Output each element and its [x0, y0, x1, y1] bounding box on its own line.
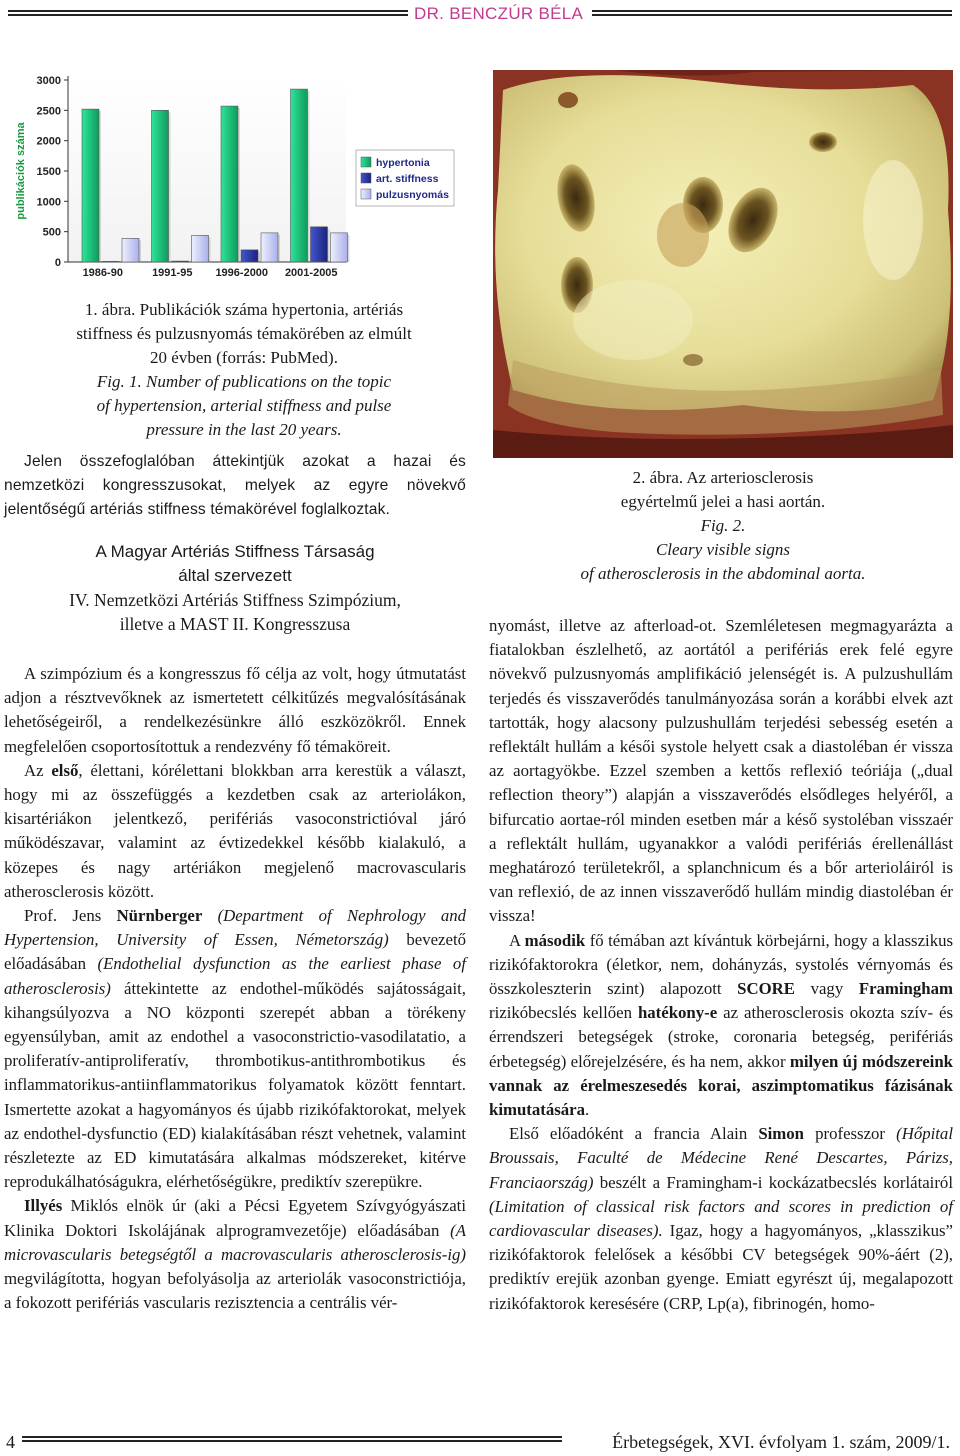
figure-1-caption-en-3: pressure in the last 20 years.	[146, 420, 342, 439]
y-tick-label: 2000	[36, 135, 61, 148]
text-run: A	[509, 930, 525, 950]
bold-term: milyen új módszereink vannak az érelmeszesedés korai, aszimptomatikus fázisának kimutatására	[489, 1051, 953, 1120]
legend-label: hypertonia	[376, 157, 430, 169]
talk-title: (A microvascularis betegségtől a macrovascularis atherosclerosis-ig)	[4, 1220, 466, 1264]
publications-bar-chart	[10, 64, 480, 286]
bold-term: hatékony-e	[637, 1003, 718, 1023]
left-column-body	[4, 662, 466, 1315]
bar-pulzusnyom-s	[261, 233, 278, 262]
speaker-name: Nürnberger	[116, 906, 203, 926]
legend-swatch	[361, 173, 371, 183]
legend-label: art. stiffness	[376, 173, 439, 185]
affiliation: (Department of Nephrology and Hypertension, University of Essen, Németország)	[4, 906, 467, 950]
bar-hypertonia	[152, 110, 169, 262]
header-rule-right	[592, 10, 952, 20]
page-number: 4	[6, 1432, 15, 1452]
right-paragraph-1: nyomást, illetve az afterload-ot. Szemléletesen megmagyarázta a fiatalokban észlelhető, az aortától a perifériás erek felé egyre növekvő pulzusnyomás amplifikáció jelenségét is. A pulzushullám terjedés és visszaverődés tanulmányozása során a korábbi elvek azt tartották, hogy alacsony pulzushullám terjedési sebesség esetén a reflektált hullám a késői systole helyett csak a diastoléban ér vissza az aortagyökbe. Ezzel szemben a kettős reflexió teóriája („dual reflection theory”) alapján a visszaverődés elsődleges helyéről, a bifurcatio aortae-ról minden esetben már a késő systoléban visszaér a reflektált hullám, ugyanakkor a valódi perifériás érellenállást meghatározó területekről, a splanchnicum és a bőr arterioláiról is van reflexió, de az innen visszaverődő hullám mindig diastoléban ér vissza!	[489, 616, 953, 926]
bar-art--stiffness	[241, 250, 258, 262]
x-tick-label: 1986-90	[82, 267, 123, 279]
y-tick-label: 0	[54, 257, 61, 269]
figure-1-caption-hu-1: 1. ábra. Publikációk száma hypertonia, artériás	[84, 300, 404, 319]
text-run: vagy	[794, 979, 859, 999]
y-tick-label: 1500	[36, 166, 61, 178]
bar-hypertonia	[221, 106, 238, 262]
text-run: fő témában azt kívántuk körbejárni, hogy a klasszikus rizikófaktorokra (életkor, nem, dohányzás, systolés vérnyomás és összkoleszterin szint) alapozott	[489, 930, 954, 999]
bar-hypertonia	[82, 109, 99, 262]
text-run: Az	[24, 760, 52, 780]
intro-text: Jelen összefoglalóban áttekintjük azokat a hazai és nemzetközi kongresszusokat, melyek az egyre növekvő jelentőségű artériás stiffness témakörével foglalkoztak.	[4, 453, 466, 518]
section-heading	[4, 540, 466, 636]
aorta-photo	[493, 70, 953, 458]
talk-title: (Limitation of classical risk factors and scores in prediction of cardiovascular diseases).	[489, 1196, 953, 1241]
bar-pulzusnyom-s	[331, 233, 348, 262]
figure-1-caption	[14, 298, 474, 442]
right-paragraph-2	[489, 929, 953, 1123]
legend-swatch	[361, 157, 371, 167]
running-head-author: DR. BENCZÚR BÉLA	[414, 4, 584, 23]
text-run: Prof. Jens	[24, 906, 117, 926]
text-run: .	[585, 1100, 590, 1120]
bold-term: Framingham	[858, 979, 953, 999]
x-tick-label: 2001-2005	[284, 267, 338, 279]
y-tick-label: 1000	[36, 196, 61, 209]
left-paragraph-2	[4, 759, 466, 904]
bar-hypertonia	[291, 89, 308, 262]
y-tick-label: 3000	[36, 75, 61, 87]
bar-art--stiffness	[102, 261, 119, 262]
speaker-name: Simon	[758, 1124, 805, 1144]
figure-1-caption-en-2: of hypertension, arterial stiffness and pulse	[96, 396, 392, 415]
figure-2-caption-hu-2: egyértelmű jelei a hasi aortán.	[620, 492, 826, 511]
text-run: az atherosclerosis okozta szív- és érrendszeri betegségek (stroke, coronaria betegség, perifériás érbetegség) előrejelzésére, és ha nem, akkor	[489, 1003, 953, 1071]
bold-term: első	[51, 760, 79, 780]
text-run: rizikóbecslés kellően	[489, 1003, 638, 1023]
left-paragraph-3	[4, 904, 466, 1194]
figure-2-caption-en-2: Cleary visible signs	[655, 540, 791, 559]
legend-swatch	[361, 189, 371, 199]
bar-art--stiffness	[311, 227, 328, 262]
x-tick-label: 1991-95	[152, 267, 193, 279]
section-heading-line-1: A Magyar Artériás Stiffness Társaság	[95, 542, 375, 561]
text-run: Igaz, hogy a hagyományos, „klasszikus” rizikófaktorok felelősek a későbbi CV betegségek 90%-áért (2), prediktív erejük azonban gyenge. Emiatt egyrészt új, megalapozott rizikófaktorok keresésére (CRP, Lp(a), fibrinogén, homo-	[489, 1221, 953, 1313]
y-axis-label: publikációk száma	[15, 122, 27, 220]
figure-2-caption-en-1: Fig. 2.	[700, 516, 746, 535]
section-heading-line-4: illetve a MAST II. Kongresszusa	[119, 614, 351, 634]
left-paragraph-1: A szimpózium és a kongresszus fő célja az volt, hogy útmutatást adjon a résztvevőknek az ismertetett célkitűzés megvalósításának lehetőségeiről, a rendelkezésünkre álló eszközökről. Ennek megfelelően csoportosítottuk a rendezvény fő témaköreit.	[4, 664, 466, 756]
section-heading-line-3: IV. Nemzetközi Artériás Stiffness Szimpózium,	[69, 590, 401, 610]
bar-art--stiffness	[172, 261, 189, 262]
x-tick-label: 1996-2000	[215, 267, 269, 279]
intro-paragraph	[4, 450, 466, 522]
section-heading-line-2: által szervezett	[178, 566, 292, 585]
legend-label: pulzusnyomás	[376, 189, 449, 201]
text-run: professzor	[804, 1124, 897, 1144]
bar-pulzusnyom-s	[192, 235, 209, 262]
text-run: bevezető előadásában	[4, 930, 466, 974]
figure-2-caption	[493, 466, 953, 586]
text-run: Első előadóként a francia Alain	[509, 1124, 759, 1144]
figure-2-caption-en-3: of atherosclerosis in the abdominal aorta.	[580, 564, 866, 583]
figure-1-caption-hu-2: stiffness és pulzusnyomás témakörében az elmúlt	[76, 324, 412, 343]
figure-1-caption-en-1: Fig. 1. Number of publications on the topic	[96, 372, 392, 391]
talk-title: (Endothelial dysfunction as the earliest phase of atherosclerosis)	[4, 954, 466, 998]
footer-rule	[22, 1436, 562, 1448]
text-run: beszélt a Framingham-i kockázatbecslés korlátairól	[593, 1172, 953, 1192]
right-column-body	[489, 614, 953, 1316]
figure-1-caption-hu-3: 20 évben (forrás: PubMed).	[150, 348, 338, 367]
affiliation: (Hőpital Broussais, Faculté de Médecine René Descartes, Párizs, Franciaország)	[489, 1124, 953, 1192]
bold-term: SCORE	[737, 979, 795, 999]
bar-pulzusnyom-s	[122, 238, 139, 262]
text-run: áttekintette az endothel-működés sajátosságait, kihangsúlyozva a NO központi szerepét abban a törékeny egyensúlyban, amit az endothel a vasoconstrictio-vasodilatatio, a proliferatív-antiproliferatív, thrombotikus-antithrombotikus és inflammatorikus-antiinflammatorikus folyamatok között fenntart. Ismertette azokat a hagyományos és újabb rizikófaktorokat, melyek az endothel-dysfunctio (ED) kialakításában részt vehetnek, valamint részletezte az ED kimutatására alkalmas módszereket, kitérve reprodukálhatóságukra, elérhetőségükre, prediktív szerepükre.	[4, 978, 466, 1192]
left-paragraph-4	[4, 1194, 466, 1315]
right-paragraph-3	[489, 1122, 953, 1316]
y-tick-label: 2500	[36, 105, 61, 118]
text-run: Miklós elnök úr (aki a Pécsi Egyetem Szívgyógyászati Klinika Doktori Iskolájának alprogramvezetője) előadásában	[4, 1196, 466, 1240]
y-tick-label: 500	[42, 226, 61, 239]
bold-term: második	[524, 930, 586, 950]
journal-citation: Érbetegségek, XVI. évfolyam 1. szám, 2009/1.	[612, 1432, 950, 1452]
header-rule-left	[8, 10, 408, 20]
speaker-name: Illyés	[24, 1196, 63, 1216]
text-run: megvilágította, hogyan befolyásolja az arteriolák vasoconstrictiója, a fokozott perifériás vascularis rezisztencia a centrális vér-	[4, 1269, 466, 1313]
text-run: , élettani, kórélettani blokkban arra kerestük a választ, hogy mi az összefüggés a kezdetben csak az arteriolákon, kisartériákon jelentkező, perifériás vasoconstrictióval járó működészavar, valamint az évtizedekkel később kialakuló, a közepes és nagy artériákon megjelenő macrovascularis atherosclerosis között.	[4, 760, 467, 901]
figure-2-caption-hu-1: 2. ábra. Az arteriosclerosis	[632, 468, 814, 487]
